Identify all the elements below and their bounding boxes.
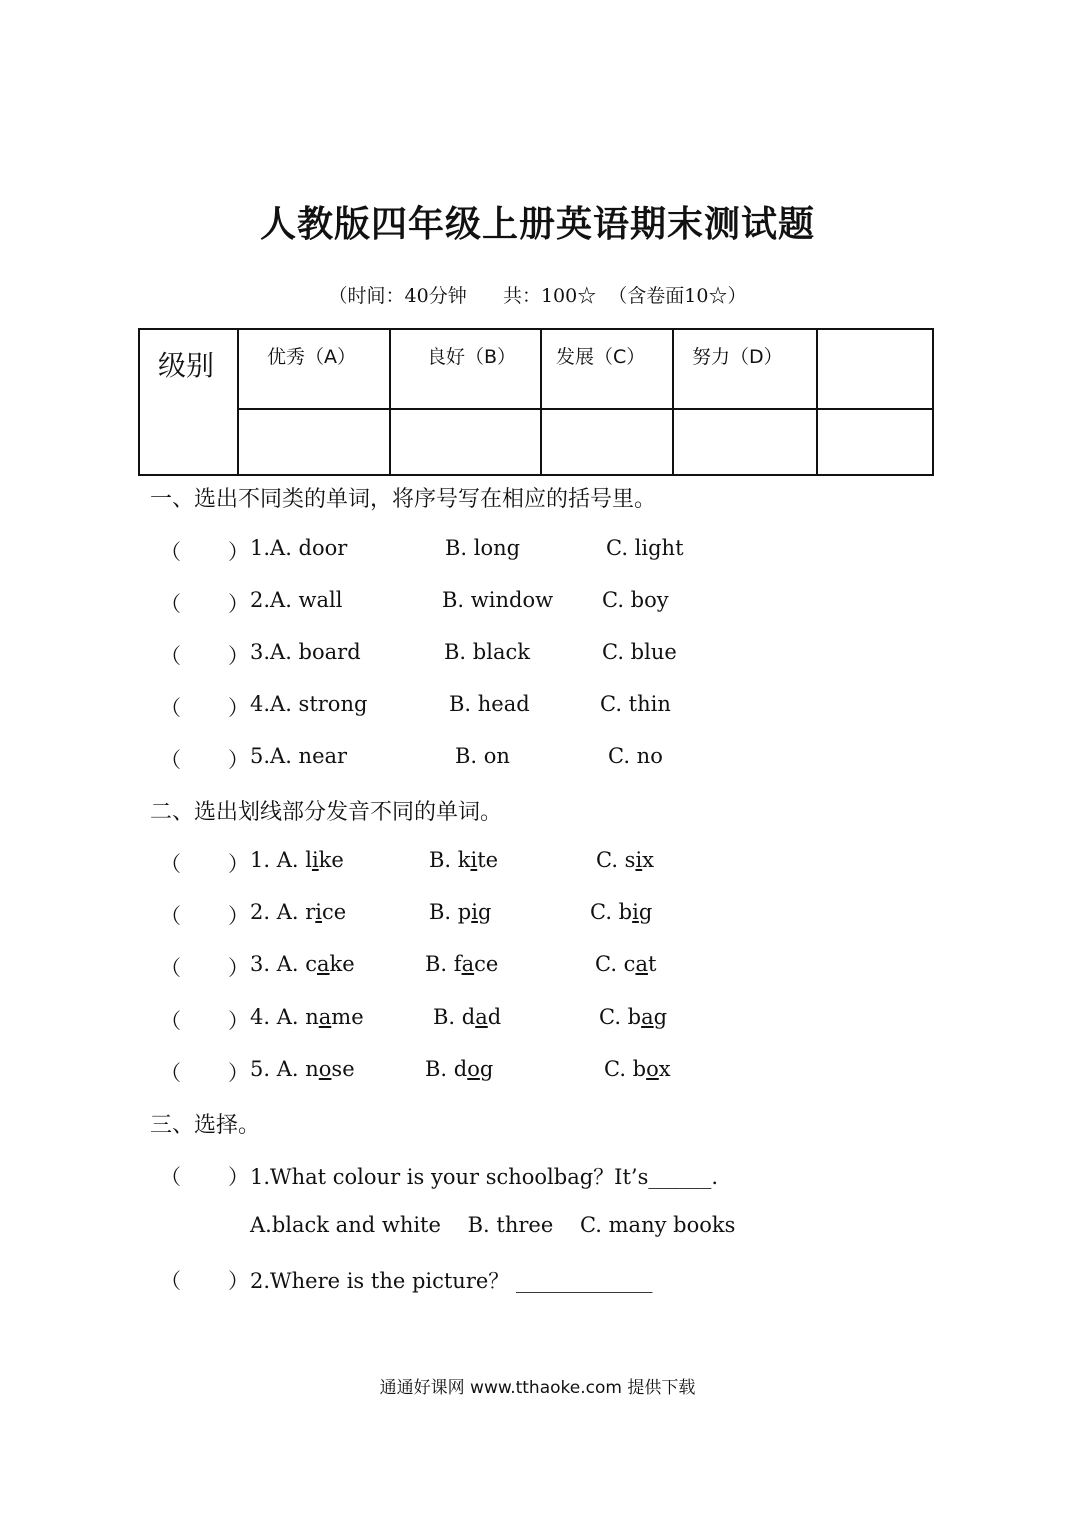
answer-paren-right: ） bbox=[228, 956, 249, 980]
grade-level-d: 努力（D） bbox=[673, 329, 817, 409]
list-item bbox=[0, 1265, 1075, 1295]
answer-paren-left: （ bbox=[160, 696, 181, 720]
option-a: 2.A. wall bbox=[250, 588, 343, 612]
list-item bbox=[0, 744, 1075, 774]
option-a: 2. A. rice bbox=[250, 900, 347, 924]
option-c: C. box bbox=[604, 1057, 671, 1081]
list-item bbox=[0, 848, 1075, 878]
answer-paren-left: （ bbox=[160, 748, 181, 772]
option-c: C. thin bbox=[600, 692, 671, 716]
answer-paren-right: ） bbox=[228, 1061, 249, 1085]
option-a: 4. A. name bbox=[250, 1005, 364, 1029]
answer-paren-right: ） bbox=[228, 852, 249, 876]
section2-heading: 二、选出划线部分发音不同的单词。 bbox=[150, 800, 503, 825]
option-b: B. long bbox=[445, 536, 521, 560]
grade-level-blank bbox=[817, 329, 933, 409]
answer-paren-left: （ bbox=[160, 1165, 181, 1189]
answer-paren-left: （ bbox=[160, 956, 181, 980]
list-item bbox=[0, 1057, 1075, 1087]
answer-paren-right: ） bbox=[228, 696, 249, 720]
option-b: B. black bbox=[444, 640, 530, 664]
grade-cell bbox=[673, 409, 817, 475]
answer-paren-right: ） bbox=[228, 1009, 249, 1033]
option-c: C. no bbox=[608, 744, 663, 768]
grade-cell bbox=[817, 409, 933, 475]
section3-heading: 三、选择。 bbox=[150, 1113, 261, 1138]
grade-cell bbox=[390, 409, 541, 475]
option-a: 5.A. near bbox=[250, 744, 348, 768]
list-item bbox=[0, 1161, 1075, 1191]
question-text: 1.What colour is your schoolbag？It’s______. bbox=[250, 1165, 719, 1189]
answer-paren-left: （ bbox=[160, 852, 181, 876]
list-item bbox=[0, 588, 1075, 618]
option-c: C. blue bbox=[602, 640, 677, 664]
page-title: 人教版四年级上册英语期末测试题 bbox=[259, 204, 815, 245]
option-c: C. bag bbox=[599, 1005, 668, 1029]
list-item bbox=[0, 1213, 1075, 1243]
question-text: 2.Where is the picture？ _____________ bbox=[250, 1269, 653, 1293]
answer-paren-left: （ bbox=[160, 592, 181, 616]
list-item bbox=[0, 1005, 1075, 1035]
answer-paren-left: （ bbox=[160, 1269, 181, 1293]
option-a: 4.A. strong bbox=[250, 692, 368, 716]
list-item bbox=[0, 692, 1075, 722]
answer-paren-right: ） bbox=[228, 540, 249, 564]
grade-row-header: 级别 bbox=[139, 329, 238, 475]
grade-level-b: 良好（B） bbox=[390, 329, 541, 409]
list-item bbox=[0, 952, 1075, 982]
option-b: B. window bbox=[442, 588, 554, 612]
list-item bbox=[0, 640, 1075, 670]
answer-paren-right: ） bbox=[228, 1165, 249, 1189]
exam-info: （时间：40分钟 共：100☆ （含卷面10☆） bbox=[328, 285, 747, 307]
grade-level-c: 发展（C） bbox=[541, 329, 673, 409]
list-item bbox=[0, 536, 1075, 566]
grade-cell bbox=[238, 409, 390, 475]
option-c: C. cat bbox=[595, 952, 657, 976]
option-a: 3.A. board bbox=[250, 640, 361, 664]
option-b: B. head bbox=[449, 692, 530, 716]
option-b: B. dog bbox=[425, 1057, 494, 1081]
option-b: B. kite bbox=[429, 848, 499, 872]
answer-paren-right: ） bbox=[228, 592, 249, 616]
grade-table bbox=[138, 328, 934, 476]
option-b: B. on bbox=[455, 744, 510, 768]
option-a: 1.A. door bbox=[250, 536, 348, 560]
footer-credit: 通通好课网 www.tthaoke.com 提供下载 bbox=[379, 1378, 696, 1398]
option-b: B. face bbox=[425, 952, 499, 976]
answer-paren-left: （ bbox=[160, 904, 181, 928]
option-c: C. light bbox=[606, 536, 684, 560]
section1-heading: 一、选出不同类的单词，将序号写在相应的括号里。 bbox=[150, 487, 657, 512]
option-a: 1. A. like bbox=[250, 848, 344, 872]
option-c: C. big bbox=[590, 900, 653, 924]
grade-level-a: 优秀（A） bbox=[238, 329, 390, 409]
option-c: C. boy bbox=[602, 588, 669, 612]
option-a: 5. A. nose bbox=[250, 1057, 355, 1081]
grade-cell bbox=[541, 409, 673, 475]
answer-paren-left: （ bbox=[160, 1061, 181, 1085]
option-a: 3. A. cake bbox=[250, 952, 355, 976]
question-options: A.black and white B. three C. many books bbox=[250, 1213, 736, 1237]
option-b: B. dad bbox=[433, 1005, 502, 1029]
answer-paren-right: ） bbox=[228, 748, 249, 772]
answer-paren-right: ） bbox=[228, 644, 249, 668]
list-item bbox=[0, 900, 1075, 930]
answer-paren-left: （ bbox=[160, 1009, 181, 1033]
answer-paren-right: ） bbox=[228, 904, 249, 928]
answer-paren-left: （ bbox=[160, 644, 181, 668]
option-c: C. six bbox=[596, 848, 655, 872]
option-b: B. pig bbox=[429, 900, 492, 924]
answer-paren-right: ） bbox=[228, 1269, 249, 1293]
answer-paren-left: （ bbox=[160, 540, 181, 564]
